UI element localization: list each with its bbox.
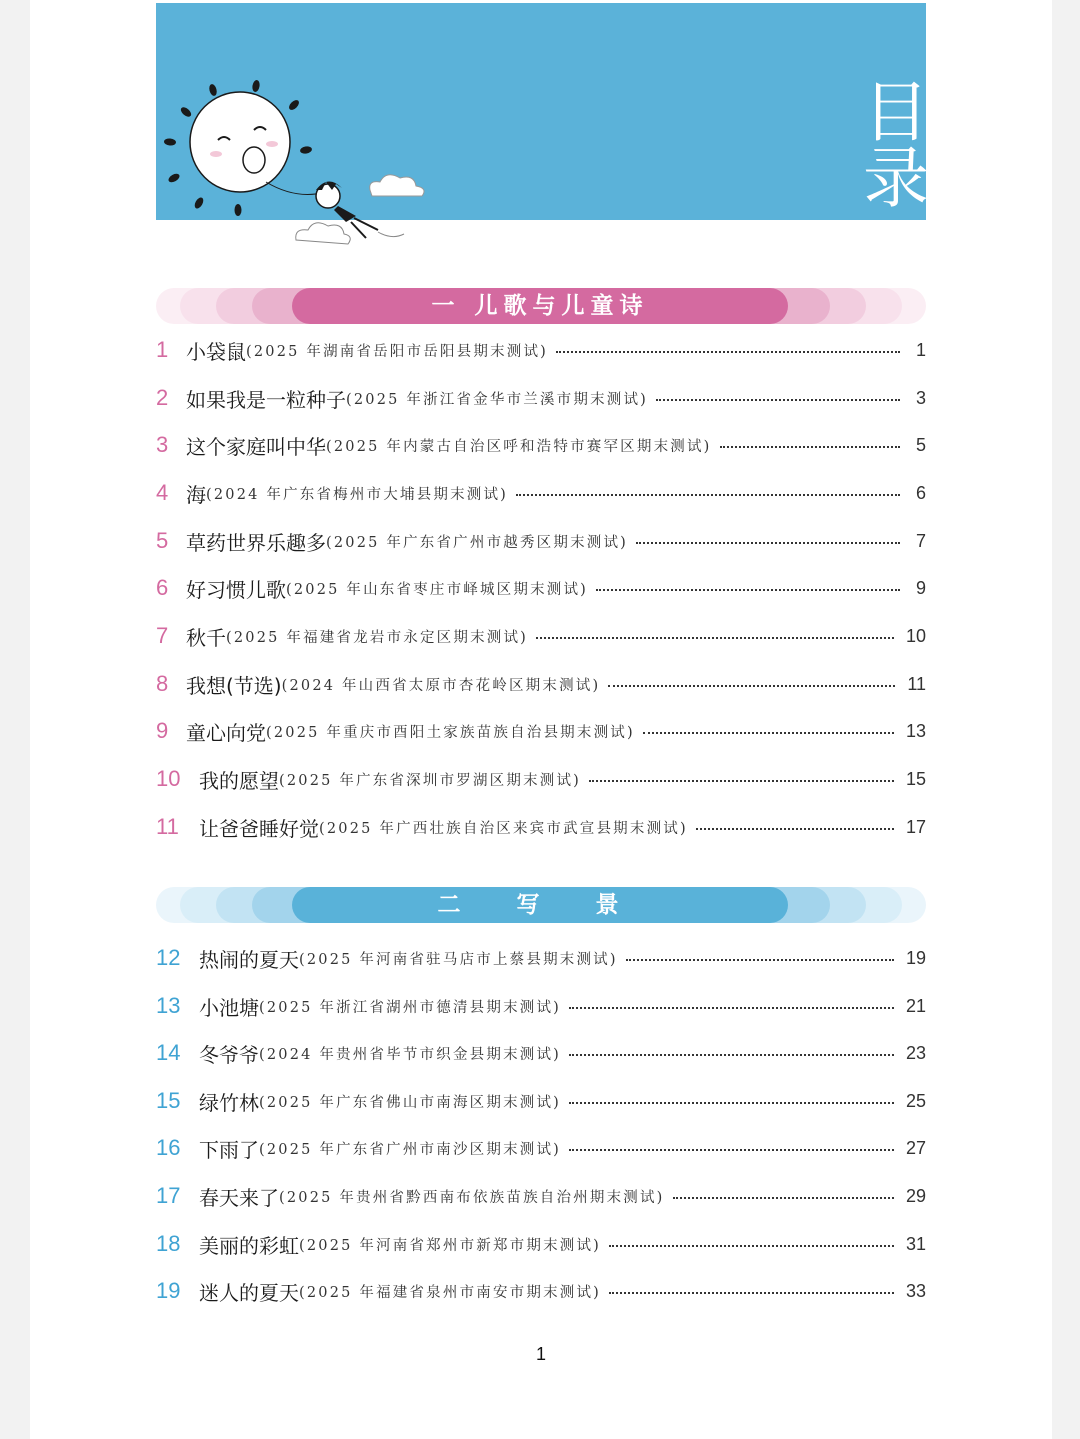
toc-item[interactable] (156, 941, 926, 975)
item-source: (2025 年广东省佛山市南海区期末测试) (259, 1094, 562, 1111)
item-title: 让爸爸睡好觉 (199, 816, 319, 841)
title-char-1: 目 (863, 74, 929, 151)
item-title: 小袋鼠 (186, 339, 246, 364)
item-number: 9 (156, 718, 169, 743)
section-banner-2 (156, 887, 926, 923)
item-number: 19 (156, 1278, 181, 1303)
dot-leader (609, 1292, 894, 1294)
title-char-2: 录 (863, 140, 929, 217)
item-source: (2025 年山东省枣庄市峄城区期末测试) (286, 581, 589, 598)
item-title: 秋千 (186, 625, 226, 650)
item-page: 9 (915, 577, 926, 598)
section-title-2: 二 写 景 (292, 887, 788, 923)
item-source: (2025 年福建省龙岩市永定区期末测试) (226, 629, 529, 646)
toc-item[interactable] (156, 810, 926, 844)
dot-leader (596, 589, 900, 591)
item-title: 这个家庭叫中华 (186, 434, 326, 459)
item-number: 17 (156, 1183, 181, 1208)
toc-item[interactable] (156, 524, 926, 558)
item-page: 25 (905, 1090, 926, 1111)
toc-item[interactable] (156, 1036, 926, 1070)
dot-leader (656, 399, 900, 401)
item-page: 27 (905, 1137, 926, 1158)
item-source: (2025 年湖南省岳阳市岳阳县期末测试) (246, 343, 549, 360)
toc-item[interactable] (156, 571, 926, 605)
item-number: 2 (156, 385, 169, 410)
item-title: 我想(节选) (186, 673, 282, 698)
item-source: (2025 年河南省驻马店市上蔡县期末测试) (299, 951, 618, 968)
item-page: 13 (905, 720, 926, 741)
dot-leader (589, 780, 894, 782)
item-source: (2025 年广东省深圳市罗湖区期末测试) (279, 772, 582, 789)
item-title: 冬爷爷 (199, 1042, 259, 1067)
item-page: 5 (915, 434, 926, 455)
toc-item[interactable] (156, 333, 926, 367)
toc-item[interactable] (156, 762, 926, 796)
item-source: (2025 年河南省郑州市新郑市期末测试) (299, 1237, 602, 1254)
item-title: 下雨了 (199, 1137, 259, 1162)
item-number: 18 (156, 1231, 181, 1256)
item-title: 小池塘 (199, 995, 259, 1020)
item-title: 绿竹林 (199, 1090, 259, 1115)
toc-item[interactable] (156, 989, 926, 1023)
item-title: 如果我是一粒种子 (186, 387, 346, 412)
toc-item[interactable] (156, 714, 926, 748)
item-number: 10 (156, 766, 181, 791)
dot-leader (636, 542, 900, 544)
toc-item[interactable] (156, 1274, 926, 1308)
item-title: 热闹的夏天 (199, 947, 299, 972)
item-source: (2024 年广东省梅州市大埔县期末测试) (206, 486, 509, 503)
item-number: 7 (156, 623, 169, 648)
item-number: 15 (156, 1088, 181, 1113)
item-page: 31 (905, 1233, 926, 1254)
item-page: 19 (905, 947, 926, 968)
toc-item[interactable] (156, 619, 926, 653)
dot-leader (556, 351, 900, 353)
item-page: 10 (905, 625, 926, 646)
toc-item[interactable] (156, 476, 926, 510)
dot-leader (643, 732, 894, 734)
dot-leader (516, 494, 900, 496)
item-title: 迷人的夏天 (199, 1280, 299, 1305)
item-page: 33 (905, 1280, 926, 1301)
item-source: (2025 年浙江省金华市兰溪市期末测试) (346, 391, 649, 408)
dot-leader (609, 1245, 894, 1247)
item-number: 1 (156, 337, 169, 362)
item-number: 5 (156, 528, 169, 553)
item-number: 4 (156, 480, 169, 505)
item-title: 我的愿望 (199, 768, 279, 793)
item-number: 8 (156, 671, 169, 696)
section-banner-1 (156, 288, 926, 324)
dot-leader (608, 685, 895, 687)
footer-page-number: 1 (535, 1344, 546, 1364)
dot-leader (536, 637, 894, 639)
item-page: 29 (905, 1185, 926, 1206)
item-title: 海 (186, 482, 206, 507)
item-page: 1 (915, 339, 926, 360)
item-source: (2025 年广东省广州市越秀区期末测试) (326, 534, 629, 551)
dot-leader (673, 1197, 894, 1199)
dot-leader (569, 1149, 894, 1151)
item-page: 11 (907, 673, 926, 694)
dot-leader (569, 1102, 894, 1104)
toc-item[interactable] (156, 1179, 926, 1213)
item-number: 3 (156, 432, 169, 457)
item-page: 15 (905, 768, 926, 789)
item-source: (2024 年山西省太原市杏花岭区期末测试) (281, 677, 601, 694)
item-page: 3 (915, 387, 926, 408)
toc-item[interactable] (156, 1227, 926, 1261)
item-title: 童心向党 (186, 720, 266, 745)
sun-kid-illustration (156, 70, 436, 250)
item-source: (2025 年福建省泉州市南安市期末测试) (299, 1284, 602, 1301)
item-source: (2025 年贵州省黔西南布依族苗族自治州期末测试) (279, 1189, 665, 1206)
page-title (856, 74, 936, 217)
item-source: (2025 年重庆市酉阳土家族苗族自治县期末测试) (266, 724, 635, 741)
item-source: (2024 年贵州省毕节市织金县期末测试) (259, 1046, 562, 1063)
item-number: 12 (156, 945, 181, 970)
item-title: 好习惯儿歌 (186, 577, 286, 602)
dot-leader (720, 446, 900, 448)
item-title: 草药世界乐趣多 (186, 530, 326, 555)
toc-item[interactable] (156, 1131, 926, 1165)
item-number: 13 (156, 993, 181, 1018)
item-page: 23 (905, 1042, 926, 1063)
item-number: 14 (156, 1040, 181, 1065)
toc-page (30, 0, 1052, 1439)
dot-leader (569, 1054, 894, 1056)
item-number: 6 (156, 575, 169, 600)
dot-leader (626, 959, 894, 961)
item-page: 17 (905, 816, 926, 837)
item-page: 7 (915, 530, 926, 551)
item-source: (2025 年浙江省湖州市德清县期末测试) (259, 999, 562, 1016)
dot-leader (696, 828, 894, 830)
item-number: 16 (156, 1135, 181, 1160)
item-page: 6 (915, 482, 926, 503)
toc-item[interactable] (156, 667, 926, 701)
item-source: (2025 年广西壮族自治区来宾市武宣县期末测试) (319, 820, 688, 837)
item-title: 春天来了 (199, 1185, 279, 1210)
toc-item[interactable] (156, 428, 926, 462)
dot-leader (569, 1007, 894, 1009)
item-title: 美丽的彩虹 (199, 1233, 299, 1258)
section-title-1: 一 儿歌与儿童诗 (292, 288, 788, 324)
item-number: 11 (156, 814, 179, 839)
toc-item[interactable] (156, 1084, 926, 1118)
item-source: (2025 年内蒙古自治区呼和浩特市赛罕区期末测试) (326, 438, 712, 455)
item-page: 21 (905, 995, 926, 1016)
toc-item[interactable] (156, 381, 926, 415)
item-source: (2025 年广东省广州市南沙区期末测试) (259, 1141, 562, 1158)
